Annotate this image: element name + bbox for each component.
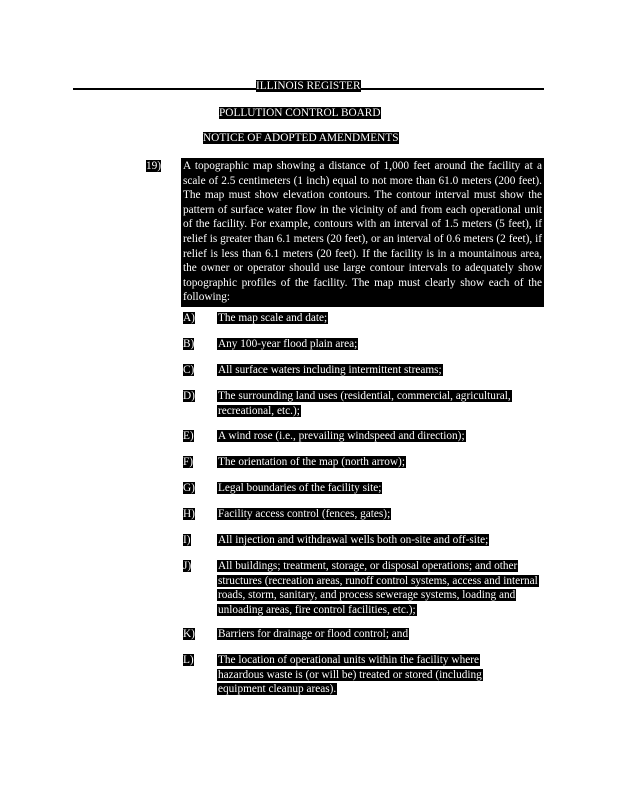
list-item: The map scale and date; xyxy=(218,312,328,324)
list-item: All buildings; treatment, storage, or disposal operations; and other structures (recreation areas, runoff control systems, access and internal roads, storm, sanitary, and process sewerage systems, loading and unloading areas, fire control facilities, etc.); xyxy=(218,560,538,616)
list-item: All surface waters including intermittent streams; xyxy=(218,364,442,376)
list-item-label: H) xyxy=(183,508,195,520)
list-item-label: L) xyxy=(183,654,194,666)
list-item-label: I) xyxy=(183,534,191,546)
list-item: Legal boundaries of the facility site; xyxy=(218,482,382,494)
list-item-label: F) xyxy=(183,456,194,468)
list-item-label: C) xyxy=(183,364,195,376)
register-title: ILLINOIS REGISTER xyxy=(256,80,361,92)
list-item-label: D) xyxy=(183,390,195,402)
list-item: The location of operational units within the facility where hazardous waste is (or will be) treated or stored (including equipment cleanup areas). xyxy=(218,654,482,696)
list-item-label: G) xyxy=(183,482,195,494)
list-item-label: E) xyxy=(183,430,194,442)
list-item: A wind rose (i.e., prevailing windspeed and direction); xyxy=(218,430,465,442)
list-item: Barriers for drainage or flood control; and xyxy=(218,628,409,640)
list-item: The orientation of the map (north arrow); xyxy=(218,456,405,468)
list-item-label: J) xyxy=(183,560,192,572)
list-item-label: B) xyxy=(183,338,195,350)
paragraph-label: 19) xyxy=(146,160,162,172)
list-item: All injection and withdrawal wells both on-site and off-site; xyxy=(218,534,489,546)
list-item: Any 100-year flood plain area; xyxy=(218,338,358,350)
notice-title: NOTICE OF ADOPTED AMENDMENTS xyxy=(203,132,399,144)
list-item: The surrounding land uses (residential, commercial, agricultural, recreational, etc.); xyxy=(218,390,511,417)
list-item-label: K) xyxy=(183,628,195,640)
board-title: POLLUTION CONTROL BOARD xyxy=(219,107,381,119)
list-item: Facility access control (fences, gates); xyxy=(218,508,391,520)
list-item-label: A) xyxy=(183,312,195,324)
paragraph-text: A topographic map showing a distance of 1,000 feet around the facility at a scale of 2.5 centimeters (1 inch) equal to not more than 61.0 meters (200 feet). The map must show elevation contours. The contour interval must show the pattern of surface water flow in the vicinity of and from each operational unit of the facility. For example, contours with an interval of 1.5 meters (5 feet), if relief is greater than 6.1 meters (20 feet), or an interval of 0.6 meters (2 feet), if relief is less than 6.1 meters (20 feet). If the facility is in a mountainous area, the owner or operator should use large contour intervals to adequately show topographic profiles of the facility. The map must clearly show each of the following: xyxy=(181,158,544,307)
